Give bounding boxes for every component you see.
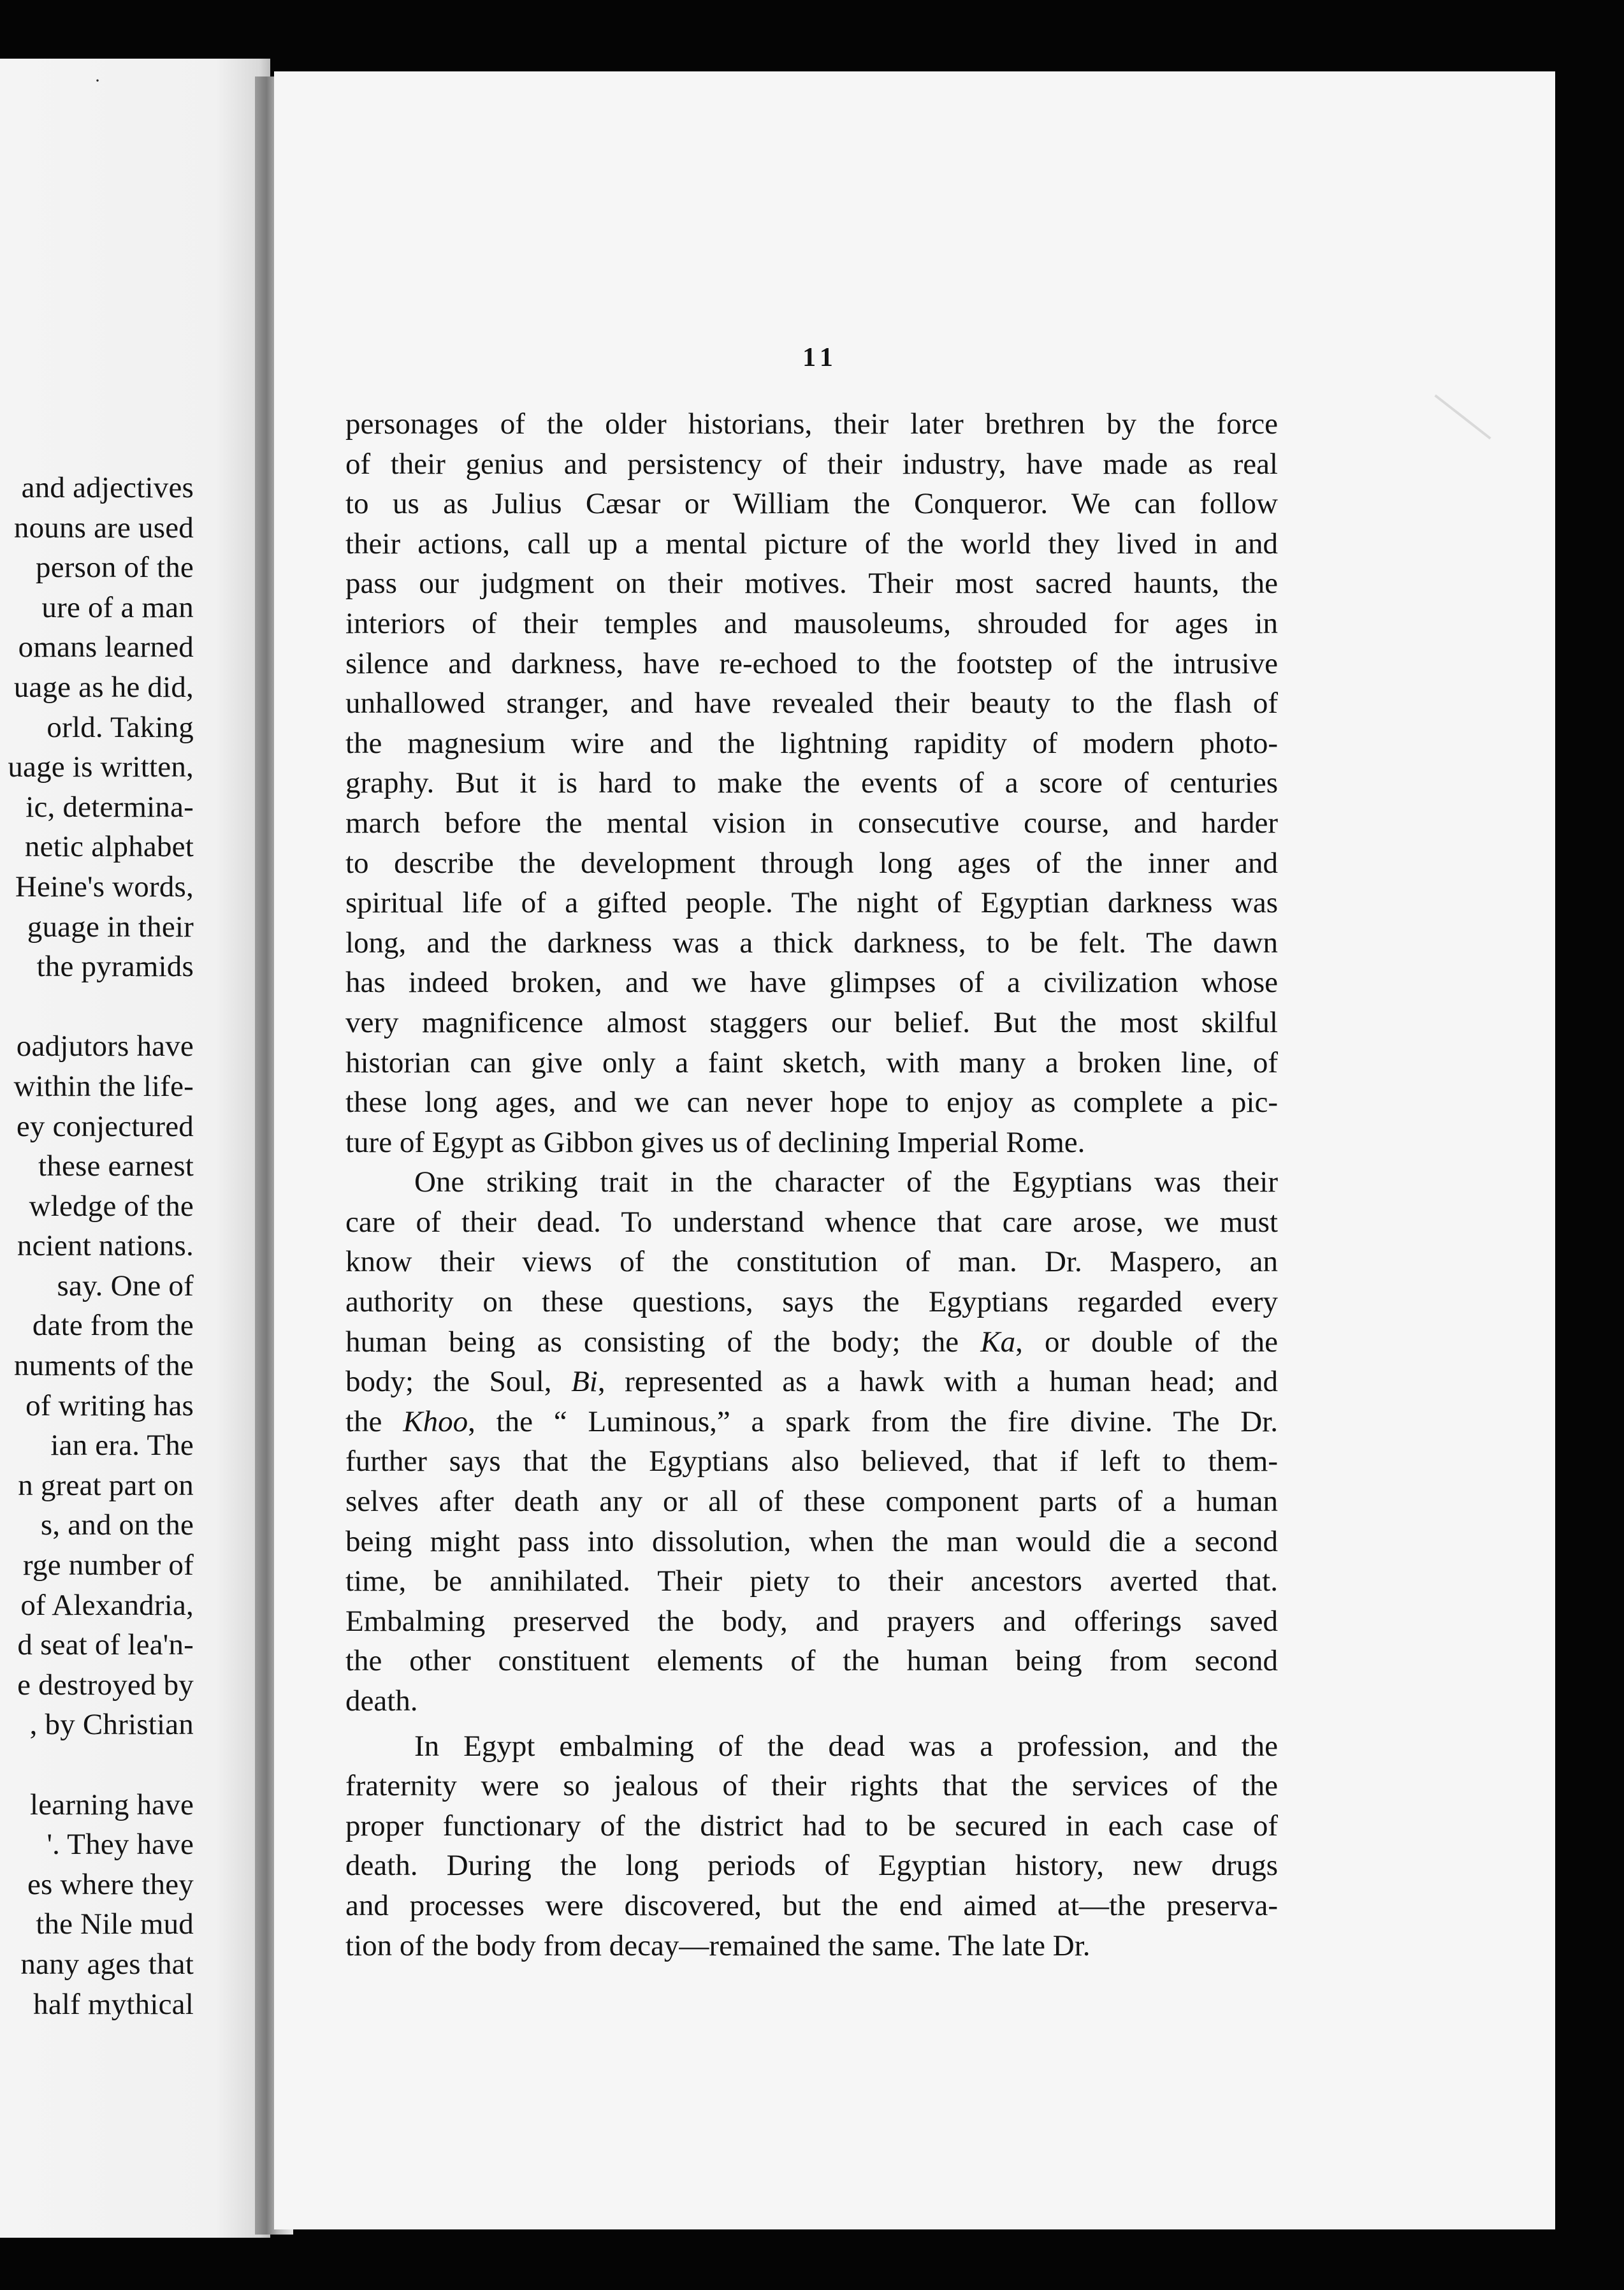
text-line: body; the Soul, Bi, represented as a hawk with a human head; and <box>345 1365 1278 1399</box>
left-line: s, and on the <box>40 1508 194 1542</box>
left-line: the Nile mud <box>36 1907 194 1941</box>
left-line: numents of the <box>13 1349 194 1383</box>
left-line: d seat of lea'n- <box>17 1628 194 1662</box>
text-line: tion of the body from decay—remained the same. The late Dr. <box>345 1929 1091 1962</box>
text-line: Embalming preserved the body, and prayers and offerings saved <box>345 1604 1278 1638</box>
paragraph <box>345 404 1278 1162</box>
text-line: these long ages, and we can never hope to enjoy as complete a pic- <box>345 1086 1278 1119</box>
text-line: human being as consisting of the body; the Ka, or double of the <box>345 1325 1278 1359</box>
text-line: of their genius and persistency of their industry, have made as real <box>345 447 1278 481</box>
text-line: further says that the Egyptians also believed, that if left to them- <box>345 1445 1278 1478</box>
left-line: person of the <box>36 551 194 585</box>
text-line: know their views of the constitution of man. Dr. Maspero, an <box>345 1245 1278 1279</box>
left-line: ic, determina- <box>25 790 194 824</box>
left-line: omans learned <box>18 631 194 664</box>
paragraph <box>345 1726 1278 1966</box>
left-line: ian era. The <box>50 1429 194 1462</box>
left-line: uage as he did, <box>13 670 194 704</box>
left-line: netic alphabet <box>24 830 194 864</box>
left-line: ncient nations. <box>17 1229 194 1263</box>
left-line: n great part on <box>18 1468 194 1502</box>
text-line: the Khoo, the “ Luminous,” a spark from the fire divine. The Dr. <box>345 1404 1278 1438</box>
text-line: the other constituent elements of the human being from second <box>345 1644 1278 1678</box>
left-line: within the life- <box>13 1069 194 1103</box>
text-line: death. <box>345 1684 418 1718</box>
text-line: being might pass into dissolution, when the man would die a second <box>345 1524 1278 1558</box>
text-line: graphy. But it is hard to make the events of a score of centuries <box>345 766 1278 800</box>
text-line: pass our judgment on their motives. Their most sacred haunts, the <box>345 567 1278 601</box>
left-line: nany ages that <box>20 1947 194 1981</box>
text-line: long, and the darkness was a thick darkness, to be felt. The dawn <box>345 926 1278 959</box>
left-line: of writing has <box>25 1389 194 1422</box>
left-line: ure of a man <box>41 590 194 624</box>
left-line: e destroyed by <box>17 1668 194 1702</box>
text-line: proper functionary of the district had to be secured in each case of <box>345 1809 1278 1842</box>
text-line: interiors of their temples and mausoleums, shrouded for ages in <box>345 606 1278 640</box>
margin-mark: · <box>94 70 101 91</box>
left-line: rge number of <box>23 1549 194 1582</box>
left-line: guage in their <box>27 910 194 944</box>
text-line: spiritual life of a gifted people. The night of Egyptian darkness was <box>345 886 1278 920</box>
left-line: wledge of the <box>29 1189 194 1223</box>
text-line: the magnesium wire and the lightning rapidity of modern photo- <box>345 726 1278 760</box>
left-line: the pyramids <box>36 950 194 984</box>
scan-scratch <box>1434 395 1491 440</box>
text-line: One striking trait in the character of the Egyptians was their <box>414 1165 1278 1199</box>
text-line: has indeed broken, and we have glimpses of a civilization whose <box>345 966 1278 1000</box>
previous-page-text <box>8 468 194 2024</box>
left-line: '. They have <box>47 1828 194 1862</box>
page-number: 11 <box>802 343 838 372</box>
text-line: historian can give only a faint sketch, with many a broken line, of <box>345 1046 1278 1079</box>
left-line: uage is written, <box>8 750 194 784</box>
text-line: In Egypt embalming of the dead was a profession, and the <box>414 1729 1278 1763</box>
page-body-text <box>345 404 1278 1965</box>
text-line: silence and darkness, have re-echoed to the footstep of the intrusive <box>345 646 1278 680</box>
previous-page-edge <box>0 59 270 2238</box>
text-line: very magnificence almost staggers our belief. But the most skilful <box>345 1005 1278 1039</box>
text-line: unhallowed stranger, and have revealed their beauty to the flash of <box>345 687 1278 720</box>
text-line: to describe the development through long ages of the inner and <box>345 846 1278 880</box>
left-paragraph-gap <box>8 1745 194 1785</box>
left-line: es where they <box>27 1867 194 1901</box>
text-line: to us as Julius Cæsar or William the Conqueror. We can follow <box>345 487 1278 521</box>
current-page <box>274 71 1555 2229</box>
left-line: say. One of <box>57 1269 194 1302</box>
left-line: ey conjectured <box>16 1109 194 1143</box>
paragraph <box>345 1162 1278 1721</box>
text-line: fraternity were so jealous of their rights that the services of the <box>345 1769 1278 1803</box>
left-line: of Alexandria, <box>20 1588 194 1622</box>
text-line: selves after death any or all of these component parts of a human <box>345 1485 1278 1519</box>
left-line: orld. Taking <box>47 710 194 744</box>
left-line: date from the <box>32 1309 194 1343</box>
left-line: and adjectives <box>21 471 194 504</box>
text-line: their actions, call up a mental picture of the world they lived in and <box>345 527 1278 560</box>
left-paragraph-gap <box>8 987 194 1027</box>
text-line: and processes were discovered, but the end aimed at—the preserva- <box>345 1888 1278 1922</box>
paragraph-gap <box>345 1721 1278 1726</box>
left-line: nouns are used <box>13 511 194 544</box>
left-line: these earnest <box>38 1149 194 1183</box>
text-line: care of their dead. To understand whence that care arose, we must <box>345 1205 1278 1239</box>
text-line: march before the mental vision in consecutive course, and harder <box>345 806 1278 840</box>
left-line: half mythical <box>33 1987 194 2021</box>
text-line: ture of Egypt as Gibbon gives us of declining Imperial Rome. <box>345 1125 1085 1159</box>
left-line: , by Christian <box>29 1708 194 1742</box>
text-line: personages of the older historians, their later brethren by the force <box>345 407 1278 441</box>
text-line: authority on these questions, says the Egyptians regarded every <box>345 1285 1278 1319</box>
text-line: time, be annihilated. Their piety to their ancestors averted that. <box>345 1564 1278 1598</box>
left-line: Heine's words, <box>15 870 194 903</box>
left-line: oadjutors have <box>16 1030 194 1063</box>
text-line: death. During the long periods of Egyptian history, new drugs <box>345 1849 1278 1883</box>
left-line: learning have <box>29 1788 194 1821</box>
